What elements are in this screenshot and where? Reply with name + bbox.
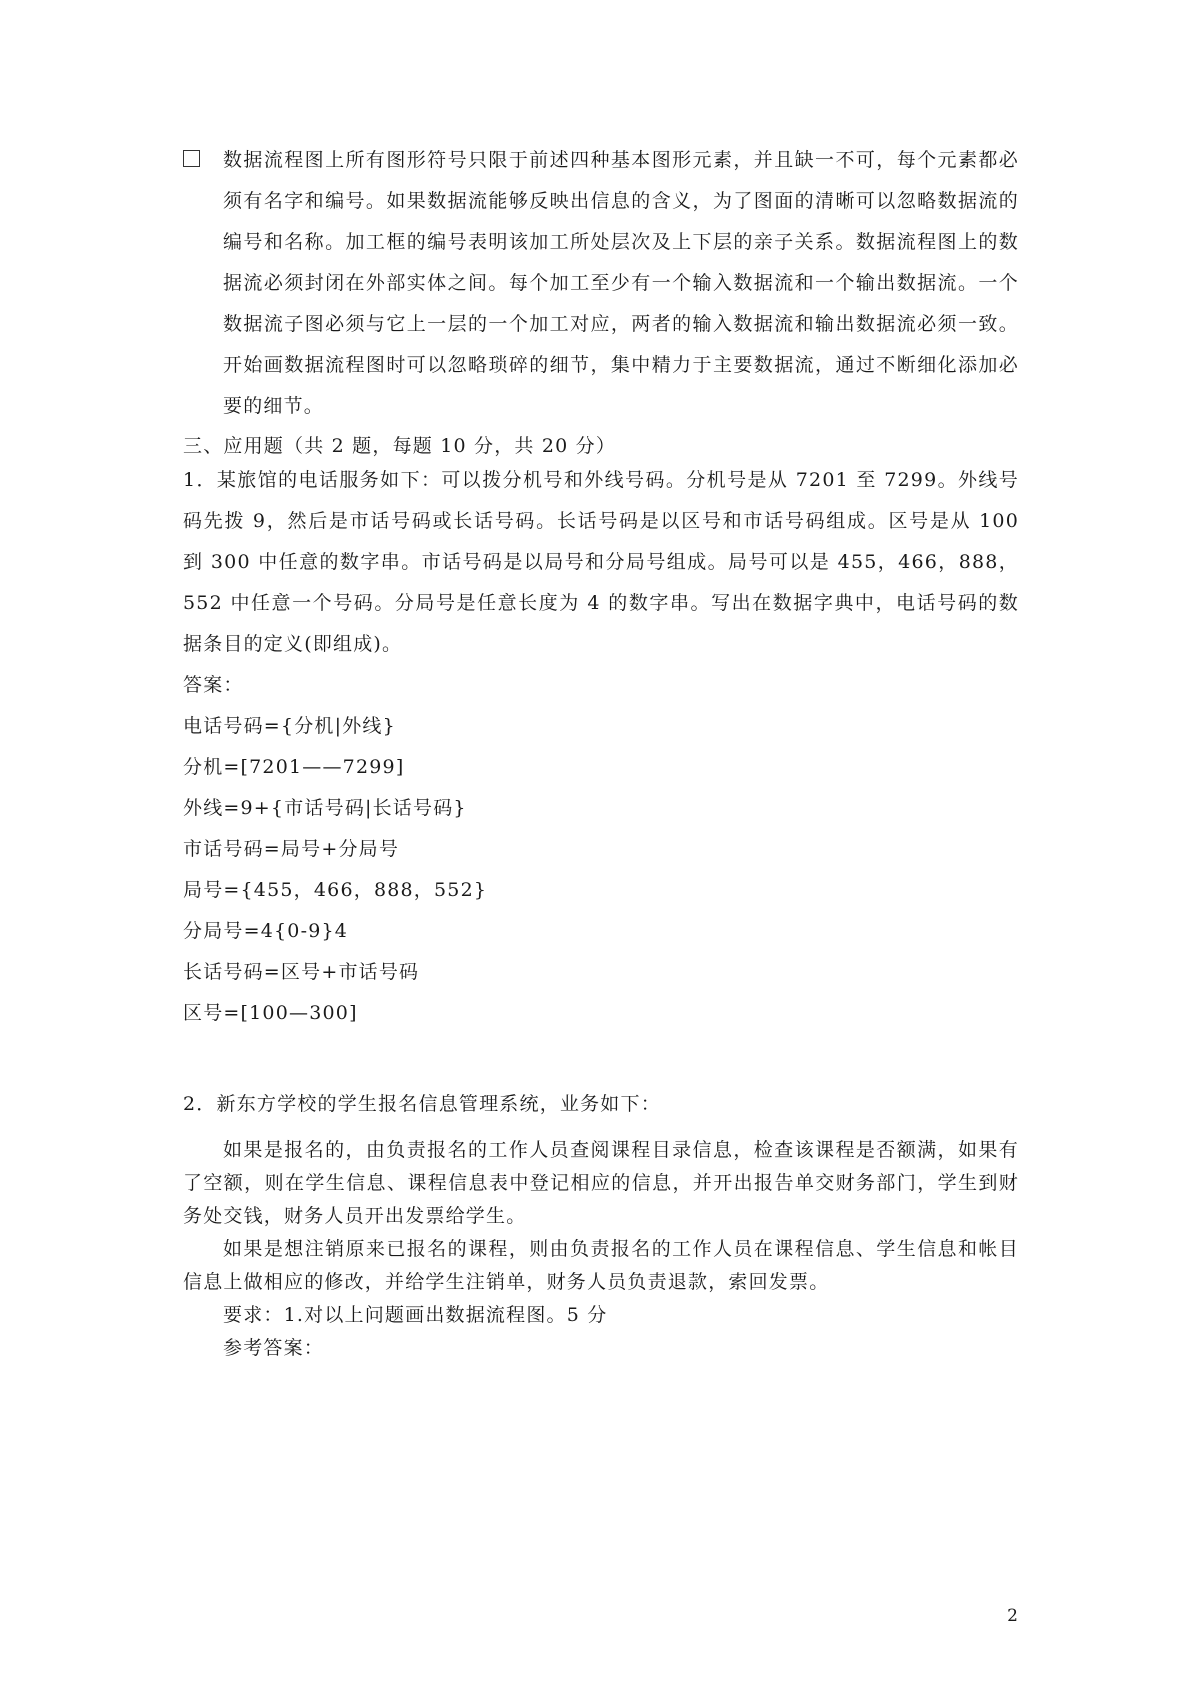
answer-line: 分机=[7201——7299] bbox=[183, 756, 405, 778]
requirement-line: 要求：1.对以上问题画出数据流程图。5 分 bbox=[223, 1304, 608, 1326]
reference-answer-label: 参考答案： bbox=[223, 1337, 325, 1359]
section-heading: 三、应用题（共 2 题，每题 10 分，共 20 分） bbox=[183, 435, 617, 457]
answer-line: 分局号=4{0-9}4 bbox=[183, 920, 349, 942]
square-bullet-icon bbox=[183, 150, 200, 167]
question-2-paragraph-2: 如果是想注销原来已报名的课程，则由负责报名的工作人员在课程信息、学生信息和帐目信息上做相应的修改，并给学生注销单，财务人员负责退款，索回发票。 bbox=[183, 1238, 1019, 1293]
question-1: 1．某旅馆的电话服务如下：可以拨分机号和外线号码。分机号是从 7201 至 7299。外线号码先拨 9，然后是市话号码或长话号码。长话号码是以区号和市话号码组成。区号是从 100 到 300 中任意的数字串。市话号码是以局号和分局号组成。局号可以是 455，466，888，552 中任意一个号码。分局号是任意长度为 4 的数字串。写出在数据字典中，电话号码的数据条目的定义(即组成)。 bbox=[183, 469, 1019, 655]
answer-line: 外线=9+{市话号码|长话号码} bbox=[183, 797, 467, 819]
application-questions-section bbox=[183, 432, 1019, 1034]
page-number: 2 bbox=[1007, 1606, 1018, 1626]
answer-line: 市话号码=局号+分局号 bbox=[183, 838, 400, 860]
answer-label: 答案： bbox=[183, 674, 244, 696]
question-2-paragraph-1: 如果是报名的，由负责报名的工作人员查阅课程目录信息，检查该课程是否额满，如果有了空额，则在学生信息、课程信息表中登记相应的信息，并开出报告单交财务部门，学生到财务处交钱，财务人员开出发票给学生。 bbox=[183, 1139, 1019, 1227]
answer-line: 区号=[100—300] bbox=[183, 1002, 358, 1024]
bullet-paragraph: 数据流程图上所有图形符号只限于前述四种基本图形元素，并且缺一不可，每个元素都必须有名字和编号。如果数据流能够反映出信息的含义，为了图面的清晰可以忽略数据流的编号和名称。加工框的编号表明该加工所处层次及上下层的亲子关系。数据流程图上的数据流必须封闭在外部实体之间。每个加工至少有一个输入数据流和一个输出数据流。一个数据流子图必须与它上一层的一个加工对应，两者的输入数据流和输出数据流必须一致。开始画数据流程图时可以忽略琐碎的细节，集中精力于主要数据流，通过不断细化添加必要的细节。 bbox=[223, 149, 1019, 417]
answer-line: 长话号码=区号+市话号码 bbox=[183, 961, 420, 983]
bullet-item bbox=[183, 140, 1019, 427]
question-2: 2．新东方学校的学生报名信息管理系统，业务如下： bbox=[183, 1093, 661, 1115]
answer-line: 局号={455，466，888，552} bbox=[183, 879, 488, 901]
question-2-block bbox=[183, 1088, 1019, 1365]
answer-line: 电话号码={分机|外线} bbox=[183, 715, 396, 737]
